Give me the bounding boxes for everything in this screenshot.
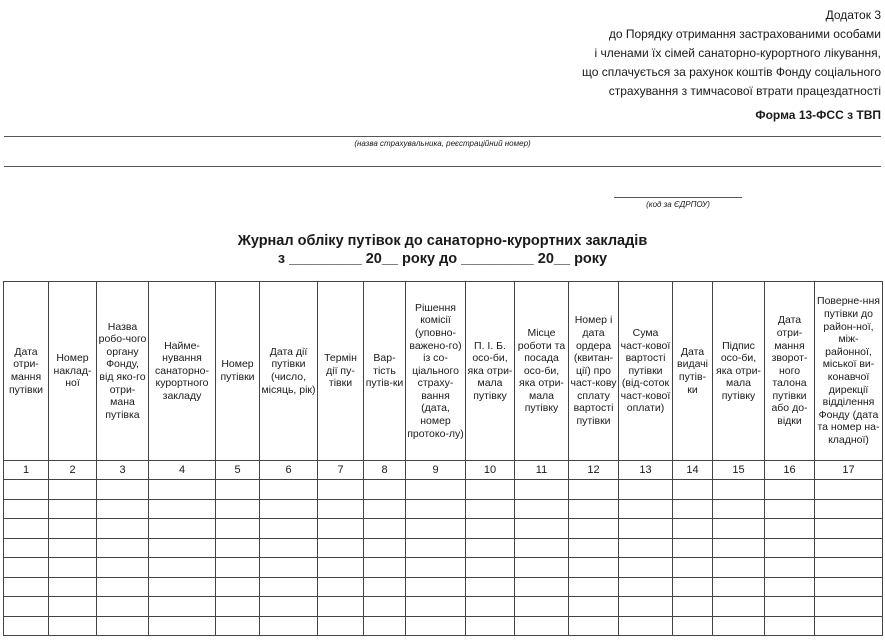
table-cell[interactable] bbox=[260, 480, 318, 500]
table-cell[interactable] bbox=[713, 499, 765, 519]
table-cell[interactable] bbox=[713, 577, 765, 597]
table-cell[interactable] bbox=[49, 480, 97, 500]
table-cell[interactable] bbox=[466, 616, 515, 636]
table-cell[interactable] bbox=[149, 519, 216, 539]
table-cell[interactable] bbox=[673, 616, 713, 636]
table-cell[interactable] bbox=[569, 558, 619, 578]
table-cell[interactable] bbox=[815, 558, 883, 578]
table-cell[interactable] bbox=[673, 480, 713, 500]
column-number: 13 bbox=[619, 461, 673, 480]
table-cell[interactable] bbox=[569, 616, 619, 636]
table-cell[interactable] bbox=[364, 538, 406, 558]
column-header-label: Дата отри-мання путівки bbox=[8, 345, 44, 396]
column-header bbox=[713, 282, 765, 461]
table-cell[interactable] bbox=[515, 597, 569, 617]
column-number-row bbox=[4, 461, 883, 480]
table-cell[interactable] bbox=[815, 480, 883, 500]
table-cell[interactable] bbox=[466, 480, 515, 500]
table-cell[interactable] bbox=[97, 616, 149, 636]
table-cell[interactable] bbox=[765, 558, 815, 578]
column-number: 7 bbox=[318, 461, 364, 480]
table-cell[interactable] bbox=[97, 538, 149, 558]
table-cell[interactable] bbox=[713, 519, 765, 539]
table-cell[interactable] bbox=[406, 538, 466, 558]
table-cell[interactable] bbox=[260, 538, 318, 558]
table-cell[interactable] bbox=[515, 538, 569, 558]
table-cell[interactable] bbox=[4, 480, 49, 500]
table-cell[interactable] bbox=[4, 519, 49, 539]
table-cell[interactable] bbox=[673, 577, 713, 597]
column-header-label: Підпис осо-би, яка отри-мала путівку bbox=[716, 339, 761, 402]
table-cell[interactable] bbox=[364, 616, 406, 636]
table-cell[interactable] bbox=[515, 616, 569, 636]
table-cell[interactable] bbox=[569, 597, 619, 617]
table-row bbox=[4, 558, 883, 578]
edrpou-line bbox=[614, 197, 742, 198]
table-cell[interactable] bbox=[406, 499, 466, 519]
table-cell[interactable] bbox=[406, 616, 466, 636]
table-cell[interactable] bbox=[466, 577, 515, 597]
table-row bbox=[4, 519, 883, 539]
table-cell[interactable] bbox=[713, 616, 765, 636]
table-cell[interactable] bbox=[149, 597, 216, 617]
table-cell[interactable] bbox=[713, 597, 765, 617]
table-row bbox=[4, 577, 883, 597]
column-header bbox=[318, 282, 364, 461]
column-header-label: Дата дії путівки (число, місяць, рік) bbox=[261, 345, 316, 396]
column-header bbox=[49, 282, 97, 461]
employer-caption: (назва страхувальника, реєстраційний номер) bbox=[354, 139, 531, 148]
table-cell[interactable] bbox=[364, 558, 406, 578]
table-cell[interactable] bbox=[619, 558, 673, 578]
column-header-label: Вар-тість путів-ки bbox=[365, 352, 404, 390]
table-cell[interactable] bbox=[619, 577, 673, 597]
table-row bbox=[4, 597, 883, 617]
table-cell[interactable] bbox=[466, 519, 515, 539]
column-number: 5 bbox=[216, 461, 260, 480]
table-cell[interactable] bbox=[569, 480, 619, 500]
table-cell[interactable] bbox=[97, 577, 149, 597]
table-cell[interactable] bbox=[260, 499, 318, 519]
table-cell[interactable] bbox=[4, 577, 49, 597]
journal-table bbox=[3, 281, 883, 636]
table-cell[interactable] bbox=[260, 558, 318, 578]
employer-line-2 bbox=[4, 166, 881, 167]
table-cell[interactable] bbox=[97, 480, 149, 500]
table-cell[interactable] bbox=[765, 577, 815, 597]
table-cell[interactable] bbox=[49, 616, 97, 636]
table-cell[interactable] bbox=[149, 538, 216, 558]
table-cell[interactable] bbox=[515, 519, 569, 539]
table-cell[interactable] bbox=[318, 480, 364, 500]
table-cell[interactable] bbox=[815, 597, 883, 617]
table-cell[interactable] bbox=[364, 597, 406, 617]
table-cell[interactable] bbox=[765, 499, 815, 519]
table-cell[interactable] bbox=[97, 597, 149, 617]
table-cell[interactable] bbox=[149, 577, 216, 597]
table-cell[interactable] bbox=[4, 597, 49, 617]
table-cell[interactable] bbox=[364, 577, 406, 597]
appendix-line: страхування з тимчасової втрати працездатності bbox=[608, 84, 881, 98]
table-cell[interactable] bbox=[4, 616, 49, 636]
column-header-label: Дата отри-мання зворот-ного талона путівки або до-відки bbox=[771, 314, 808, 428]
table-cell[interactable] bbox=[216, 538, 260, 558]
form-code: Форма 13-ФСС з ТВП bbox=[755, 108, 881, 122]
table-cell[interactable] bbox=[619, 499, 673, 519]
column-header bbox=[216, 282, 260, 461]
table-cell[interactable] bbox=[619, 616, 673, 636]
column-number: 4 bbox=[149, 461, 216, 480]
table-cell[interactable] bbox=[318, 538, 364, 558]
table-cell[interactable] bbox=[216, 577, 260, 597]
table-cell[interactable] bbox=[49, 538, 97, 558]
table-cell[interactable] bbox=[673, 558, 713, 578]
column-header-label: Номер путівки bbox=[220, 358, 255, 383]
column-header-label: Назва робо-чого органу Фонду, від яко-го отри-мана путівка bbox=[98, 320, 147, 421]
table-cell[interactable] bbox=[318, 519, 364, 539]
table-cell[interactable] bbox=[765, 519, 815, 539]
table-row bbox=[4, 499, 883, 519]
table-cell[interactable] bbox=[673, 538, 713, 558]
table-cell[interactable] bbox=[318, 616, 364, 636]
column-header bbox=[466, 282, 515, 461]
column-header-label: Термін дії пу-тівки bbox=[324, 352, 357, 390]
table-cell[interactable] bbox=[216, 558, 260, 578]
column-header-label: Місце роботи та посада осо-би, яка отри-мала путівку bbox=[517, 326, 566, 415]
table-cell[interactable] bbox=[815, 499, 883, 519]
appendix-block bbox=[361, 6, 881, 101]
column-header bbox=[619, 282, 673, 461]
column-header bbox=[815, 282, 883, 461]
table-cell[interactable] bbox=[260, 597, 318, 617]
table-cell[interactable] bbox=[216, 597, 260, 617]
table-cell[interactable] bbox=[149, 480, 216, 500]
table-cell[interactable] bbox=[216, 519, 260, 539]
table-cell[interactable] bbox=[406, 519, 466, 539]
table-cell[interactable] bbox=[713, 480, 765, 500]
table-cell[interactable] bbox=[515, 577, 569, 597]
table-cell[interactable] bbox=[673, 597, 713, 617]
table-cell[interactable] bbox=[765, 538, 815, 558]
column-header-label: Номер і дата ордера (квитан-ції) про част-кову сплату вартості путівки bbox=[570, 314, 617, 428]
table-cell[interactable] bbox=[318, 577, 364, 597]
column-header bbox=[765, 282, 815, 461]
table-cell[interactable] bbox=[569, 577, 619, 597]
table-cell[interactable] bbox=[515, 480, 569, 500]
column-header-label: Рішення комісії (уповно-важено-го) із со-ціального страху-вання (дата, номер протоко-лу) bbox=[407, 301, 464, 440]
column-number: 17 bbox=[815, 461, 883, 480]
table-cell[interactable] bbox=[4, 538, 49, 558]
table-cell[interactable] bbox=[364, 519, 406, 539]
table-cell[interactable] bbox=[466, 597, 515, 617]
column-header-label: Поверне-ння путівки до район-ної, між-районної, міської ви-конавчої дирекції відділення Фонду (дата та номер на-кладної) bbox=[817, 295, 880, 446]
journal-title-main: Журнал обліку путівок до санаторно-курортних закладів bbox=[237, 233, 648, 249]
column-header bbox=[569, 282, 619, 461]
table-cell[interactable] bbox=[765, 616, 815, 636]
column-number: 1 bbox=[4, 461, 49, 480]
column-number: 6 bbox=[260, 461, 318, 480]
column-number: 14 bbox=[673, 461, 713, 480]
table-cell[interactable] bbox=[149, 499, 216, 519]
column-header-label: Найме-нування санаторно-курортного закладу bbox=[154, 339, 209, 402]
journal-period: з _________ 20__ року до _________ 20__ року bbox=[277, 251, 608, 267]
table-row bbox=[4, 616, 883, 636]
column-header bbox=[260, 282, 318, 461]
column-header bbox=[515, 282, 569, 461]
table-cell[interactable] bbox=[216, 499, 260, 519]
table-cell[interactable] bbox=[4, 558, 49, 578]
table-cell[interactable] bbox=[569, 519, 619, 539]
table-cell[interactable] bbox=[406, 480, 466, 500]
column-header bbox=[673, 282, 713, 461]
employer-line bbox=[4, 136, 881, 137]
table-cell[interactable] bbox=[515, 558, 569, 578]
table-cell[interactable] bbox=[49, 499, 97, 519]
table-cell[interactable] bbox=[97, 558, 149, 578]
table-cell[interactable] bbox=[406, 597, 466, 617]
table-cell[interactable] bbox=[815, 519, 883, 539]
table-cell[interactable] bbox=[765, 597, 815, 617]
table-cell[interactable] bbox=[619, 538, 673, 558]
table-cell[interactable] bbox=[619, 597, 673, 617]
column-header bbox=[406, 282, 466, 461]
table-cell[interactable] bbox=[318, 597, 364, 617]
table-cell[interactable] bbox=[216, 616, 260, 636]
table-cell[interactable] bbox=[713, 558, 765, 578]
table-cell[interactable] bbox=[364, 499, 406, 519]
edrpou-caption: (код за ЄДРПОУ) bbox=[646, 200, 710, 209]
table-cell[interactable] bbox=[4, 499, 49, 519]
column-header-label: Номер наклад-ної bbox=[53, 352, 92, 390]
column-header-label: П. І. Б. осо-би, яка отри-мала путівку bbox=[467, 339, 513, 402]
table-row bbox=[4, 538, 883, 558]
table-cell[interactable] bbox=[713, 538, 765, 558]
column-header bbox=[364, 282, 406, 461]
table-cell[interactable] bbox=[406, 558, 466, 578]
column-header bbox=[149, 282, 216, 461]
table-cell[interactable] bbox=[466, 499, 515, 519]
table-cell[interactable] bbox=[149, 616, 216, 636]
table-cell[interactable] bbox=[49, 558, 97, 578]
table-cell[interactable] bbox=[765, 480, 815, 500]
column-number: 9 bbox=[406, 461, 466, 480]
table-cell[interactable] bbox=[569, 538, 619, 558]
header-row bbox=[4, 282, 883, 461]
table-cell[interactable] bbox=[260, 616, 318, 636]
table-cell[interactable] bbox=[49, 577, 97, 597]
table-cell[interactable] bbox=[97, 519, 149, 539]
table-cell[interactable] bbox=[619, 480, 673, 500]
table-cell[interactable] bbox=[318, 499, 364, 519]
table-cell[interactable] bbox=[673, 519, 713, 539]
journal-title bbox=[0, 232, 885, 268]
column-header-label: Сума част-кової вартості путівки (від-соток част-кової оплати) bbox=[620, 326, 671, 415]
appendix-line: і членами їх сімей санаторно-курортного лікування, bbox=[594, 46, 881, 60]
column-number: 2 bbox=[49, 461, 97, 480]
table-cell[interactable] bbox=[260, 577, 318, 597]
table-cell[interactable] bbox=[466, 538, 515, 558]
column-number: 12 bbox=[569, 461, 619, 480]
table-cell[interactable] bbox=[260, 519, 318, 539]
table-cell[interactable] bbox=[364, 480, 406, 500]
table-cell[interactable] bbox=[815, 538, 883, 558]
column-header-label: Дата видачі путів-ки bbox=[677, 345, 708, 396]
table-cell[interactable] bbox=[149, 558, 216, 578]
table-cell[interactable] bbox=[49, 519, 97, 539]
column-number: 3 bbox=[97, 461, 149, 480]
table-cell[interactable] bbox=[406, 577, 466, 597]
table-cell[interactable] bbox=[318, 558, 364, 578]
table-cell[interactable] bbox=[466, 558, 515, 578]
table-cell[interactable] bbox=[49, 597, 97, 617]
table-cell[interactable] bbox=[97, 499, 149, 519]
table-cell[interactable] bbox=[673, 499, 713, 519]
table-cell[interactable] bbox=[619, 519, 673, 539]
column-number: 8 bbox=[364, 461, 406, 480]
column-number: 10 bbox=[466, 461, 515, 480]
appendix-line: що сплачується за рахунок коштів Фонду соціального bbox=[581, 65, 881, 79]
table-cell[interactable] bbox=[216, 480, 260, 500]
table-row bbox=[4, 480, 883, 500]
table-cell[interactable] bbox=[569, 499, 619, 519]
appendix-line: до Порядку отримання застрахованими особами bbox=[608, 27, 881, 41]
column-header bbox=[97, 282, 149, 461]
column-header bbox=[4, 282, 49, 461]
column-number: 15 bbox=[713, 461, 765, 480]
table-cell[interactable] bbox=[515, 499, 569, 519]
table-cell[interactable] bbox=[815, 577, 883, 597]
column-number: 16 bbox=[765, 461, 815, 480]
column-number: 11 bbox=[515, 461, 569, 480]
appendix-line: Додаток 3 bbox=[825, 8, 881, 22]
table-cell[interactable] bbox=[815, 616, 883, 636]
